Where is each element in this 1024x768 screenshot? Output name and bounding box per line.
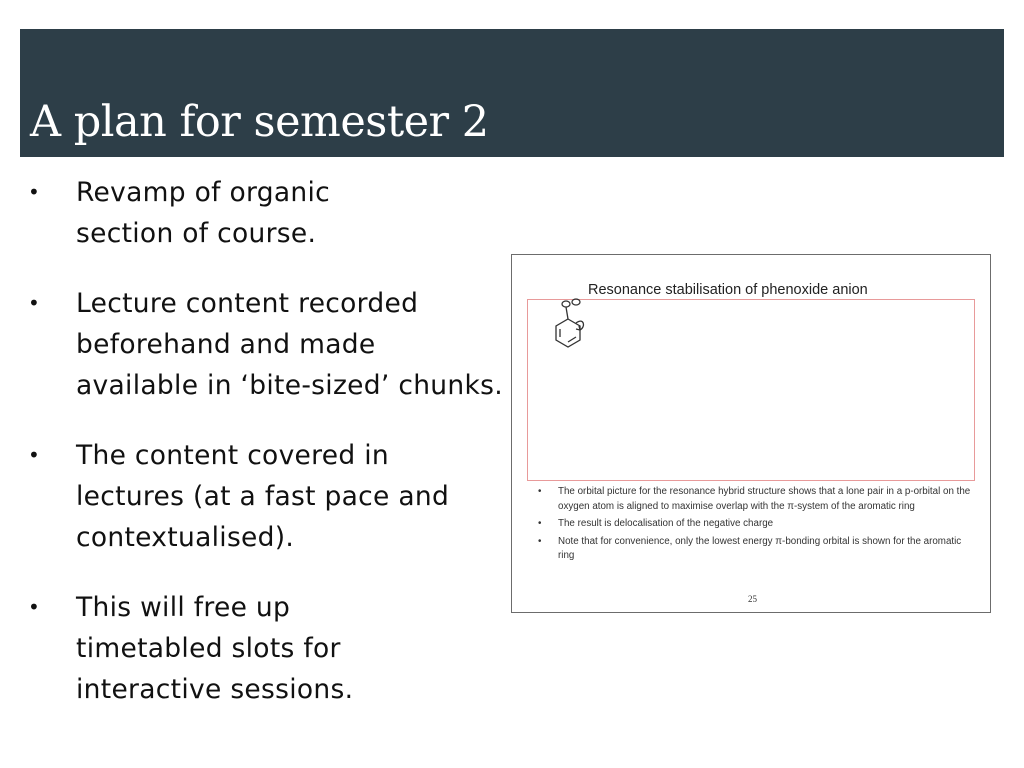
embedded-bullet-text: The orbital picture for the resonance hybrid structure shows that a lone pair in a p-orbital on the oxygen atom is aligned to maximise overlap with the π-system of the aromatic ring bbox=[558, 486, 971, 512]
embedded-bullet-item bbox=[536, 535, 976, 564]
embedded-bullet-text: The result is delocalisation of the negative charge bbox=[558, 518, 774, 529]
bullet-text: The content covered in lectures (at a fast pace and contextualised). bbox=[76, 440, 450, 553]
bullet-item bbox=[28, 587, 436, 710]
bullet-marker: • bbox=[28, 595, 41, 619]
embedded-page-number: 25 bbox=[748, 594, 757, 604]
embedded-slide-image bbox=[511, 254, 991, 613]
phenoxide-molecule-icon bbox=[550, 297, 594, 363]
bullet-marker: • bbox=[538, 518, 542, 529]
bullet-item bbox=[28, 172, 436, 254]
bullet-text: This will free up timetabled slots for interactive sessions. bbox=[76, 592, 354, 705]
bullet-marker: • bbox=[28, 180, 41, 204]
bullet-marker: • bbox=[538, 535, 542, 547]
bullet-marker: • bbox=[28, 291, 41, 315]
embedded-bullet-item bbox=[536, 485, 976, 514]
orbital-diagram-frame bbox=[527, 299, 975, 481]
bullet-text: Revamp of organic section of course. bbox=[76, 177, 331, 249]
embedded-slide-title: Resonance stabilisation of phenoxide anion bbox=[588, 282, 868, 298]
bullet-item bbox=[28, 435, 476, 558]
bullet-marker: • bbox=[538, 486, 542, 497]
bullet-item bbox=[28, 283, 506, 406]
slide-title: A plan for semester 2 bbox=[30, 97, 489, 147]
embedded-bullet-text: Note that for convenience, only the lowest energy π-bonding orbital is shown for the aromatic ring bbox=[558, 535, 962, 561]
embedded-bullet-item bbox=[536, 517, 976, 532]
bullet-text: Lecture content recorded beforehand and made available in ‘bite-sized’ chunks. bbox=[76, 288, 503, 401]
bullet-marker: • bbox=[28, 443, 41, 467]
embedded-bullet-list bbox=[536, 485, 976, 567]
bullet-list bbox=[28, 172, 508, 739]
